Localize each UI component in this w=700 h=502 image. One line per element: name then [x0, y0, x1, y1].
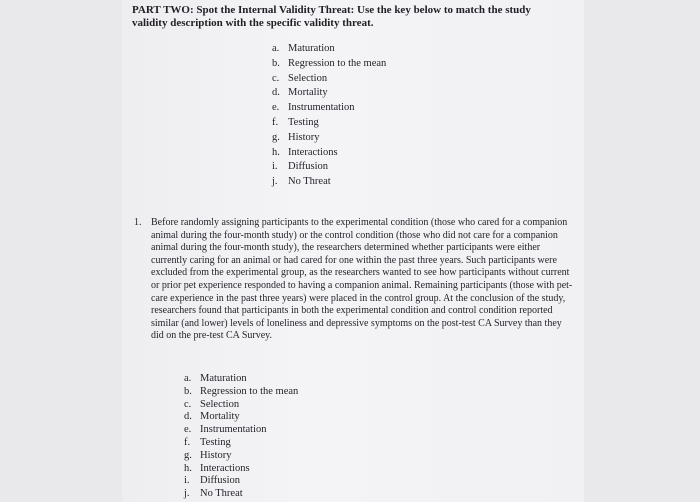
- question-number: 1.: [134, 217, 142, 228]
- key-item: [272, 131, 386, 146]
- answer-option[interactable]: [184, 488, 298, 501]
- key-item-letter: g.: [272, 131, 280, 143]
- key-item: [272, 86, 386, 101]
- key-item-letter: a.: [272, 43, 280, 54]
- key-item: [272, 72, 386, 87]
- key-item: [272, 57, 386, 72]
- validity-key-list: [272, 42, 386, 190]
- key-item-letter: e.: [272, 102, 280, 114]
- answer-option-letter: c.: [184, 398, 192, 410]
- key-item: [272, 160, 386, 175]
- key-item: [272, 116, 386, 131]
- key-item-letter: c.: [272, 72, 280, 84]
- answer-option-label: History: [200, 449, 232, 461]
- answer-option-letter: h.: [184, 462, 192, 474]
- answer-option[interactable]: [184, 450, 298, 463]
- key-item-label: Regression to the mean: [288, 57, 387, 69]
- answer-option[interactable]: [184, 437, 298, 450]
- answer-option-letter: a.: [184, 373, 192, 384]
- key-item-label: Maturation: [288, 43, 335, 54]
- answer-option-label: Maturation: [200, 373, 247, 384]
- key-item: [272, 101, 386, 116]
- answer-option-letter: f.: [184, 436, 191, 448]
- answer-option-label: Regression to the mean: [200, 385, 299, 397]
- key-item-label: Selection: [288, 72, 328, 84]
- key-item-letter: f.: [272, 116, 279, 128]
- question-text: Before randomly assigning participants to the experimental condition (those who cared for a companion animal during the four-month study) or the control condition (those who did not care for a companion animal during the four-month study), the researchers determined whether participants were either currently caring for an animal or had cared for one within the past three years. Such participants were excluded from the experimental group, as the researchers wanted to see how participants without current or prior pet experience responded to having a companion animal. Remaining participants (those with pet-care experience in the past three years) were placed in the control group. At the conclusion of the study, researchers found that participants in both the experimental condition and control condition reported similar (and lower) levels of loneliness and depressive symptoms on the post-test CA Survey than they did on the pre-test CA Survey.: [151, 217, 573, 342]
- key-item-label: Interactions: [288, 146, 338, 158]
- key-item-label: No Threat: [288, 176, 331, 188]
- answer-option[interactable]: [184, 424, 298, 437]
- answer-option[interactable]: [184, 373, 298, 386]
- answer-option-label: Instrumentation: [200, 424, 267, 436]
- answer-option-letter: i.: [184, 475, 190, 487]
- answer-option[interactable]: [184, 475, 298, 488]
- key-item-letter: h.: [272, 146, 280, 158]
- answer-option-label: No Threat: [200, 488, 243, 500]
- key-item-label: History: [288, 131, 320, 143]
- key-item-letter: d.: [272, 87, 280, 99]
- answer-options-list: [184, 373, 298, 501]
- key-item: [272, 146, 386, 161]
- key-item: [272, 175, 386, 190]
- key-item-letter: i.: [272, 161, 278, 173]
- answer-option[interactable]: [184, 386, 298, 399]
- key-item-letter: j.: [272, 176, 278, 188]
- key-item-label: Instrumentation: [288, 102, 355, 114]
- answer-option-letter: b.: [184, 385, 192, 397]
- answer-option[interactable]: [184, 399, 298, 412]
- answer-option-letter: e.: [184, 424, 192, 436]
- key-item-label: Testing: [288, 116, 319, 128]
- answer-option-letter: j.: [184, 488, 190, 500]
- key-item-label: Diffusion: [288, 161, 329, 173]
- answer-option[interactable]: [184, 411, 298, 424]
- answer-option-label: Testing: [200, 436, 231, 448]
- answer-option-label: Selection: [200, 398, 240, 410]
- answer-option-letter: g.: [184, 449, 192, 461]
- answer-option-letter: d.: [184, 411, 192, 423]
- answer-option-label: Interactions: [200, 462, 250, 474]
- key-item-label: Mortality: [288, 87, 328, 99]
- key-item-letter: b.: [272, 57, 280, 69]
- answer-option-label: Diffusion: [200, 475, 241, 487]
- key-item: [272, 42, 386, 57]
- answer-option[interactable]: [184, 463, 298, 476]
- answer-option-label: Mortality: [200, 411, 240, 423]
- question-1: [134, 217, 574, 343]
- section-header: PART TWO: Spot the Internal Validity Threat: Use the key below to match the study validity description with the specific validity threat.: [132, 4, 531, 29]
